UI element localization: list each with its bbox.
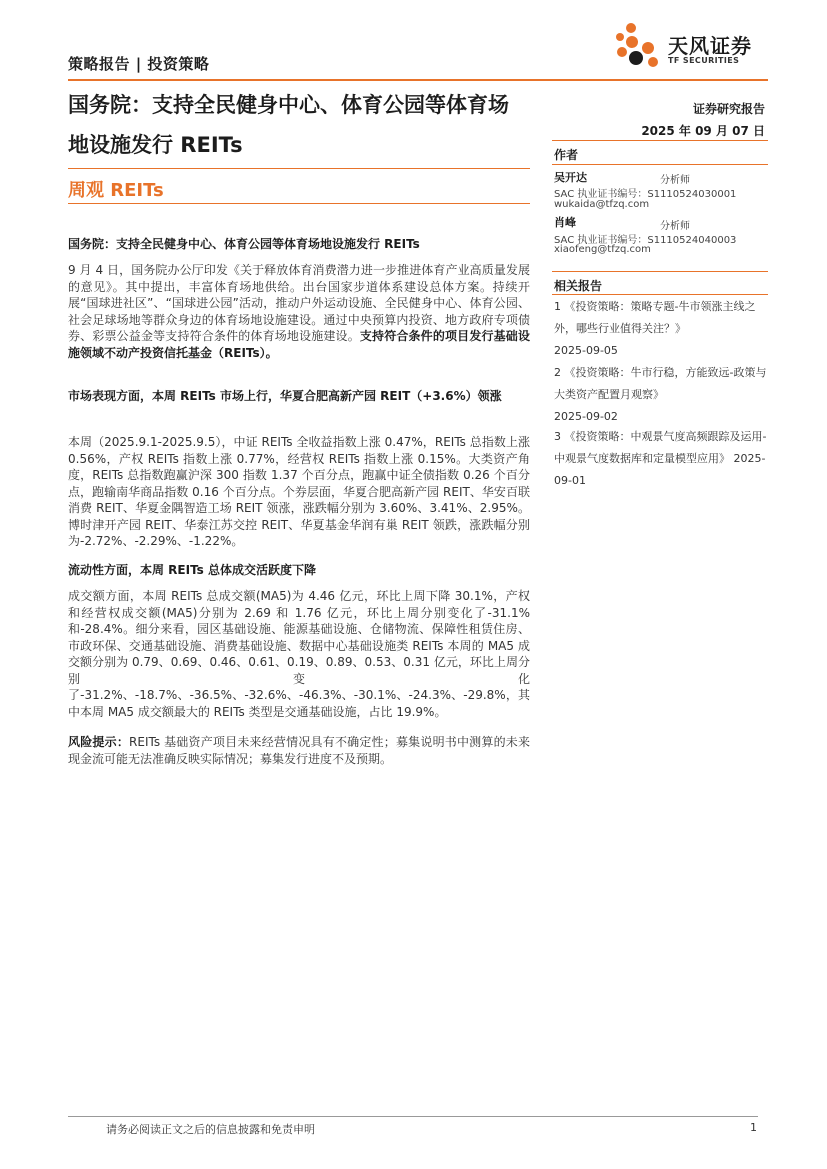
report-date: 2025 年 09 月 07 日: [641, 124, 765, 138]
risk-text: REITs 基础资产项目未来经营情况具有不确定性；募集说明书中测算的未来现金流可能无法准确反映实际情况；募集发行进度不及预期。: [68, 735, 530, 766]
author-role: 分析师: [660, 175, 690, 186]
title-rule: [68, 168, 530, 169]
section-body-liquidity: 成交额方面，本周 REITs 总成交额(MA5)为 4.46 亿元，环比上周下降 30.1%，产权和经营权成交额(MA5)分别为 2.69 和 1.76 亿元，环比上周分别变化了-31.1%和-28.4%。细分来看，园区基础设施、能源基础设施、仓储物流、保障性租赁住房、市政环保、交通基础设施、消费基础设施、数据中心基础设施类 REITs 本周的 MA5 成交额分别为 0.79、0.69、0.46、0.61、0.19、0.89、0.53、0.31 亿元，环比上周分别变化了-31.2%、-18.7%、-36.5%、-32.6%、-46.3%、-30.1%、-24.3%、-29.8%，其中本周 MA5 成交额最大的 REITs 类型是交通基础设施，占比 19.9%。: [68, 589, 530, 719]
logo-subtext: TF SECURITIES: [668, 56, 740, 65]
report-subtitle: 周观 REITs: [68, 180, 164, 201]
related-heading: 相关报告: [554, 279, 603, 293]
related-report-date: 2025-09-01: [554, 452, 766, 487]
related-report-title[interactable]: 2 《投资策略：牛市行稳，方能致远-政策与大类资产配置月观察》: [554, 366, 767, 401]
logo-text: 天风证券: [668, 34, 752, 58]
related-report-item[interactable]: [554, 296, 768, 362]
tf-logo-icon: [610, 20, 666, 72]
policy-highlight: 支持符合条件的项目发行基础设施领域不动产投资信托基金（REITs）。: [68, 329, 530, 360]
author-name: 肖峰: [554, 216, 576, 229]
related-report-title[interactable]: 1 《投资策略：策略专题-牛市领涨主线之外，哪些行业值得关注？》: [554, 300, 756, 335]
section-heading-policy: 国务院：支持全民健身中心、体育公园等体育场地设施发行 REITs: [68, 237, 420, 251]
author-email[interactable]: xiaofeng@tfzq.com: [554, 244, 651, 255]
authors-rule: [552, 164, 768, 165]
related-report-title[interactable]: 3 《投资策略：中观景气度高频跟踪及运用-中观景气度数据库和定量模型应用》: [554, 430, 767, 465]
related-report-date: 2025-09-05: [554, 344, 618, 357]
related-rule: [552, 294, 768, 295]
authors-heading: 作者: [554, 148, 579, 162]
header-rule: [68, 79, 768, 81]
report-title-line1: 国务院：支持全民健身中心、体育公园等体育场: [68, 93, 509, 117]
section-heading-market: 市场表现方面，本周 REITs 市场上行，华夏合肥高新产园 REIT（+3.6%）领涨: [68, 389, 502, 403]
related-report-item[interactable]: [554, 362, 768, 428]
meta-rule: [552, 140, 768, 141]
related-report-date: 2025-09-02: [554, 410, 618, 423]
report-type: 证券研究报告: [692, 102, 765, 116]
author-sac: SAC 执业证书编号：S1110524030001: [554, 189, 737, 200]
related-top-rule: [552, 271, 768, 272]
page-number: 1: [750, 1121, 757, 1134]
author-email[interactable]: wukaida@tfzq.com: [554, 199, 650, 210]
author-sac: SAC 执业证书编号：S1110524040003: [554, 235, 737, 246]
related-report-item[interactable]: [554, 426, 768, 492]
section-heading-liquidity: 流动性方面，本周 REITs 总体成交活跃度下降: [68, 563, 316, 577]
author-role: 分析师: [660, 221, 690, 232]
subtitle-rule: [68, 203, 530, 204]
section-body-market: 本周（2025.9.1-2025.9.5），中证 REITs 全收益指数上涨 0.47%，REITs 总指数上涨 0.56%，产权 REITs 指数上涨 0.77%，经营权 REITs 指数上涨 0.15%。大类资产角度，REITs 总指数跑赢沪深 300 指数 1.37 个百分点，跑赢中证全债指数 0.26 个百分点，跑输南华商品指数 0.16 个百分点。个券层面，华夏合肥高新产园 REIT、华安百联消费 REIT、华夏金隅智造工场 REIT 领涨，涨跌幅分别为 3.60%、3.41%、2.95%。博时津开产园 REIT、华泰江苏交控 REIT、华夏基金华润有巢 REIT 领跌，涨跌幅分别为-2.72%、-2.29%、-1.22%。: [68, 435, 530, 548]
section-body-policy: [68, 262, 530, 361]
risk-label: 风险提示：: [68, 735, 130, 749]
report-title-line2: 地设施发行 REITs: [68, 133, 243, 157]
report-category: 策略报告 | 投资策略: [68, 55, 210, 73]
risk-warning: [68, 734, 530, 767]
footer-disclaimer: 请务必阅读正文之后的信息披露和免责申明: [106, 1123, 315, 1136]
author-name: 吴开达: [554, 171, 587, 184]
footer-rule: [68, 1116, 758, 1117]
policy-text: 9 月 4 日，国务院办公厅印发《关于释放体育消费潜力进一步推进体育产业高质量发展的意见》。其中提出，丰富体育场地供给。出台国家步道体系建设总体方案。持续开展“国球进社区”、“国球进公园”活动，推动户外运动设施、全民健身中心、体育公园、社会足球场地等群众身边的体育场地设施建设。通过中央预算内投资、地方政府专项债券、彩票公益金等支持符合条件的体育场地设施建设。: [68, 263, 530, 343]
